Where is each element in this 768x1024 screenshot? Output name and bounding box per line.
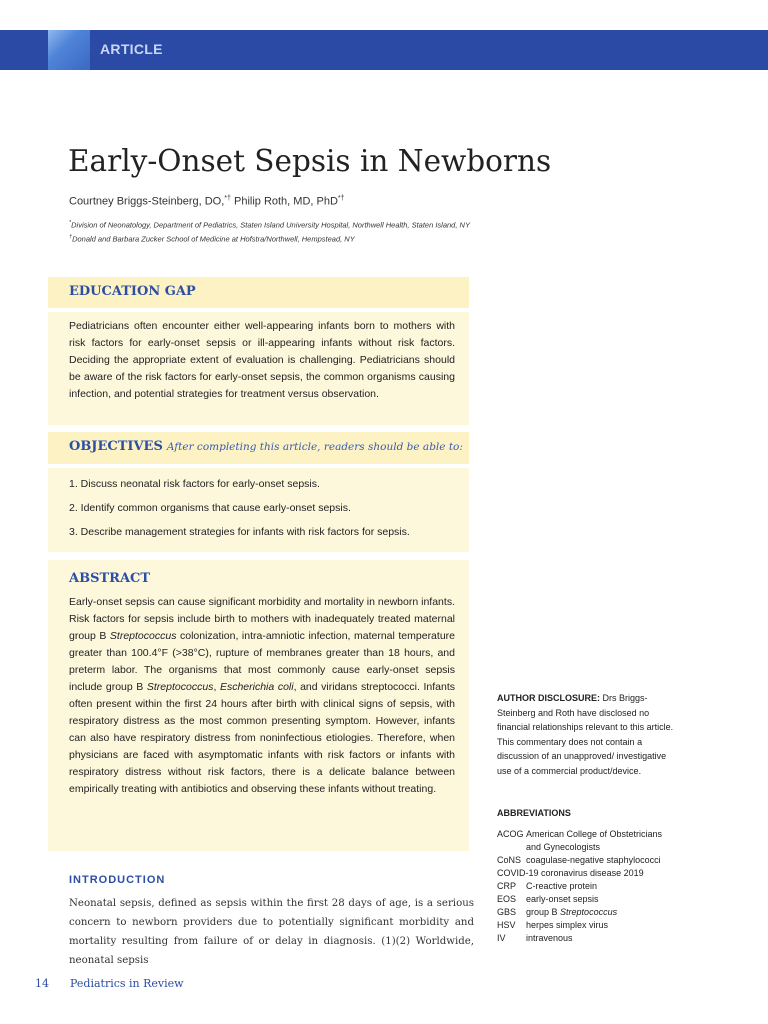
abstract-text: Early-onset sepsis can cause significant morbidity and mortality in newborn infants. Risk factors for sepsis include birth to mothers with inadequately treated maternal group B Streptococcus colonization, intra-amniotic infection, maternal temperature greater than 100.4°F (>38°C), rupture of membranes greater than 18 hours, and preterm labor. The organisms that most commonly cause early-onset sepsis include group B Streptococcus, Escherichia coli, and viridans streptococci. Infants often present within the first 24 hours after birth with clinical signs of sepsis, with respiratory distress as the most common presenting symptom. However, infants can also have respiratory distress from noninfectious etiologies. Therefore, when physicians are faced with asymptomatic infants with risk factors or infants with respiratory distress without risk factors, there is a delicate balance between empirically treating with antibiotics and observing these infants without treating. xyxy=(69,596,455,795)
education-gap-heading: EDUCATION GAP xyxy=(69,284,196,299)
author-2-marks: *† xyxy=(337,195,345,202)
author-2: Philip Roth, MD, PhD xyxy=(233,195,338,208)
abbreviation-row: HSV herpes simplex virus xyxy=(497,920,609,930)
author-1: Courtney Briggs-Steinberg, DO, xyxy=(69,195,225,208)
article-title: Early-Onset Sepsis in Newborns xyxy=(68,144,552,178)
article-type-banner xyxy=(0,30,768,70)
author-disclosure xyxy=(497,691,675,778)
disclosure-text: Drs Briggs-Steinberg and Roth have disclosed no financial relationships relevant to this article. This commentary does not contain a discussion of an unapproved/ investigative use of a commercial product/device. xyxy=(497,693,674,776)
education-gap-text: Pediatricians often encounter either well-appearing infants born to mothers with risk factors for early-onset sepsis or ill-appearing infants without risk factors. Deciding the appropriate extent of evaluation is challenging. Pediatricians should be aware of the risk factors for early-onset sepsis, the common organisms causing infection, and potential strategies for treatment versus observation. xyxy=(69,320,455,400)
abbreviation-row: EOS early-onset sepsis xyxy=(497,894,599,904)
abbreviation-row: ACOG American College of Obstetricians xyxy=(497,829,663,839)
abbreviation-row: COVID-19 coronavirus disease 2019 xyxy=(497,868,644,878)
objective-item: 1. Discuss neonatal risk factors for early-onset sepsis. xyxy=(69,478,320,490)
objective-item: 2. Identify common organisms that cause early-onset sepsis. xyxy=(69,502,351,514)
introduction-heading: INTRODUCTION xyxy=(69,874,166,886)
abbreviation-row: IV intravenous xyxy=(497,933,573,943)
abstract-heading: ABSTRACT xyxy=(69,571,151,586)
abbreviations-heading: ABBREVIATIONS xyxy=(497,808,571,818)
author-1-marks: *† xyxy=(224,195,231,202)
article-type-label: ARTICLE xyxy=(100,41,163,57)
disclosure-label: AUTHOR DISCLOSURE: xyxy=(497,693,600,703)
abbreviation-row: CoNS coagulase-negative staphylococci xyxy=(497,855,661,865)
objectives-heading: OBJECTIVES xyxy=(69,439,163,454)
affiliation-1: *Division of Neonatology, Department of Pediatrics, Staten Island University Hospital, Northwell Health, Staten Island, NY xyxy=(69,220,470,230)
abbreviation-row: CRP C-reactive protein xyxy=(497,881,598,891)
abbreviation-row: GBS group B Streptococcus xyxy=(497,907,618,917)
abbreviation-row: and Gynecologists xyxy=(526,842,601,852)
objectives-heading-line xyxy=(69,439,463,454)
banner-decoration xyxy=(48,30,90,70)
journal-name: Pediatrics in Review xyxy=(70,977,184,990)
page-number: 14 xyxy=(35,977,49,990)
affiliation-2: †Donald and Barbara Zucker School of Medicine at Hofstra/Northwell, Hempstead, NY xyxy=(69,234,355,244)
objective-item: 3. Describe management strategies for infants with risk factors for sepsis. xyxy=(69,526,410,538)
objectives-subheading: After completing this article, readers should be able to: xyxy=(166,441,463,453)
author-line xyxy=(69,195,345,208)
introduction-text: Neonatal sepsis, defined as sepsis within the first 28 days of age, is a serious concern to newborn providers due to potentially significant morbidity and mortality resulting from failure of or delay in diagnosis. (1)(2) Worldwide, neonatal sepsis xyxy=(69,898,474,966)
